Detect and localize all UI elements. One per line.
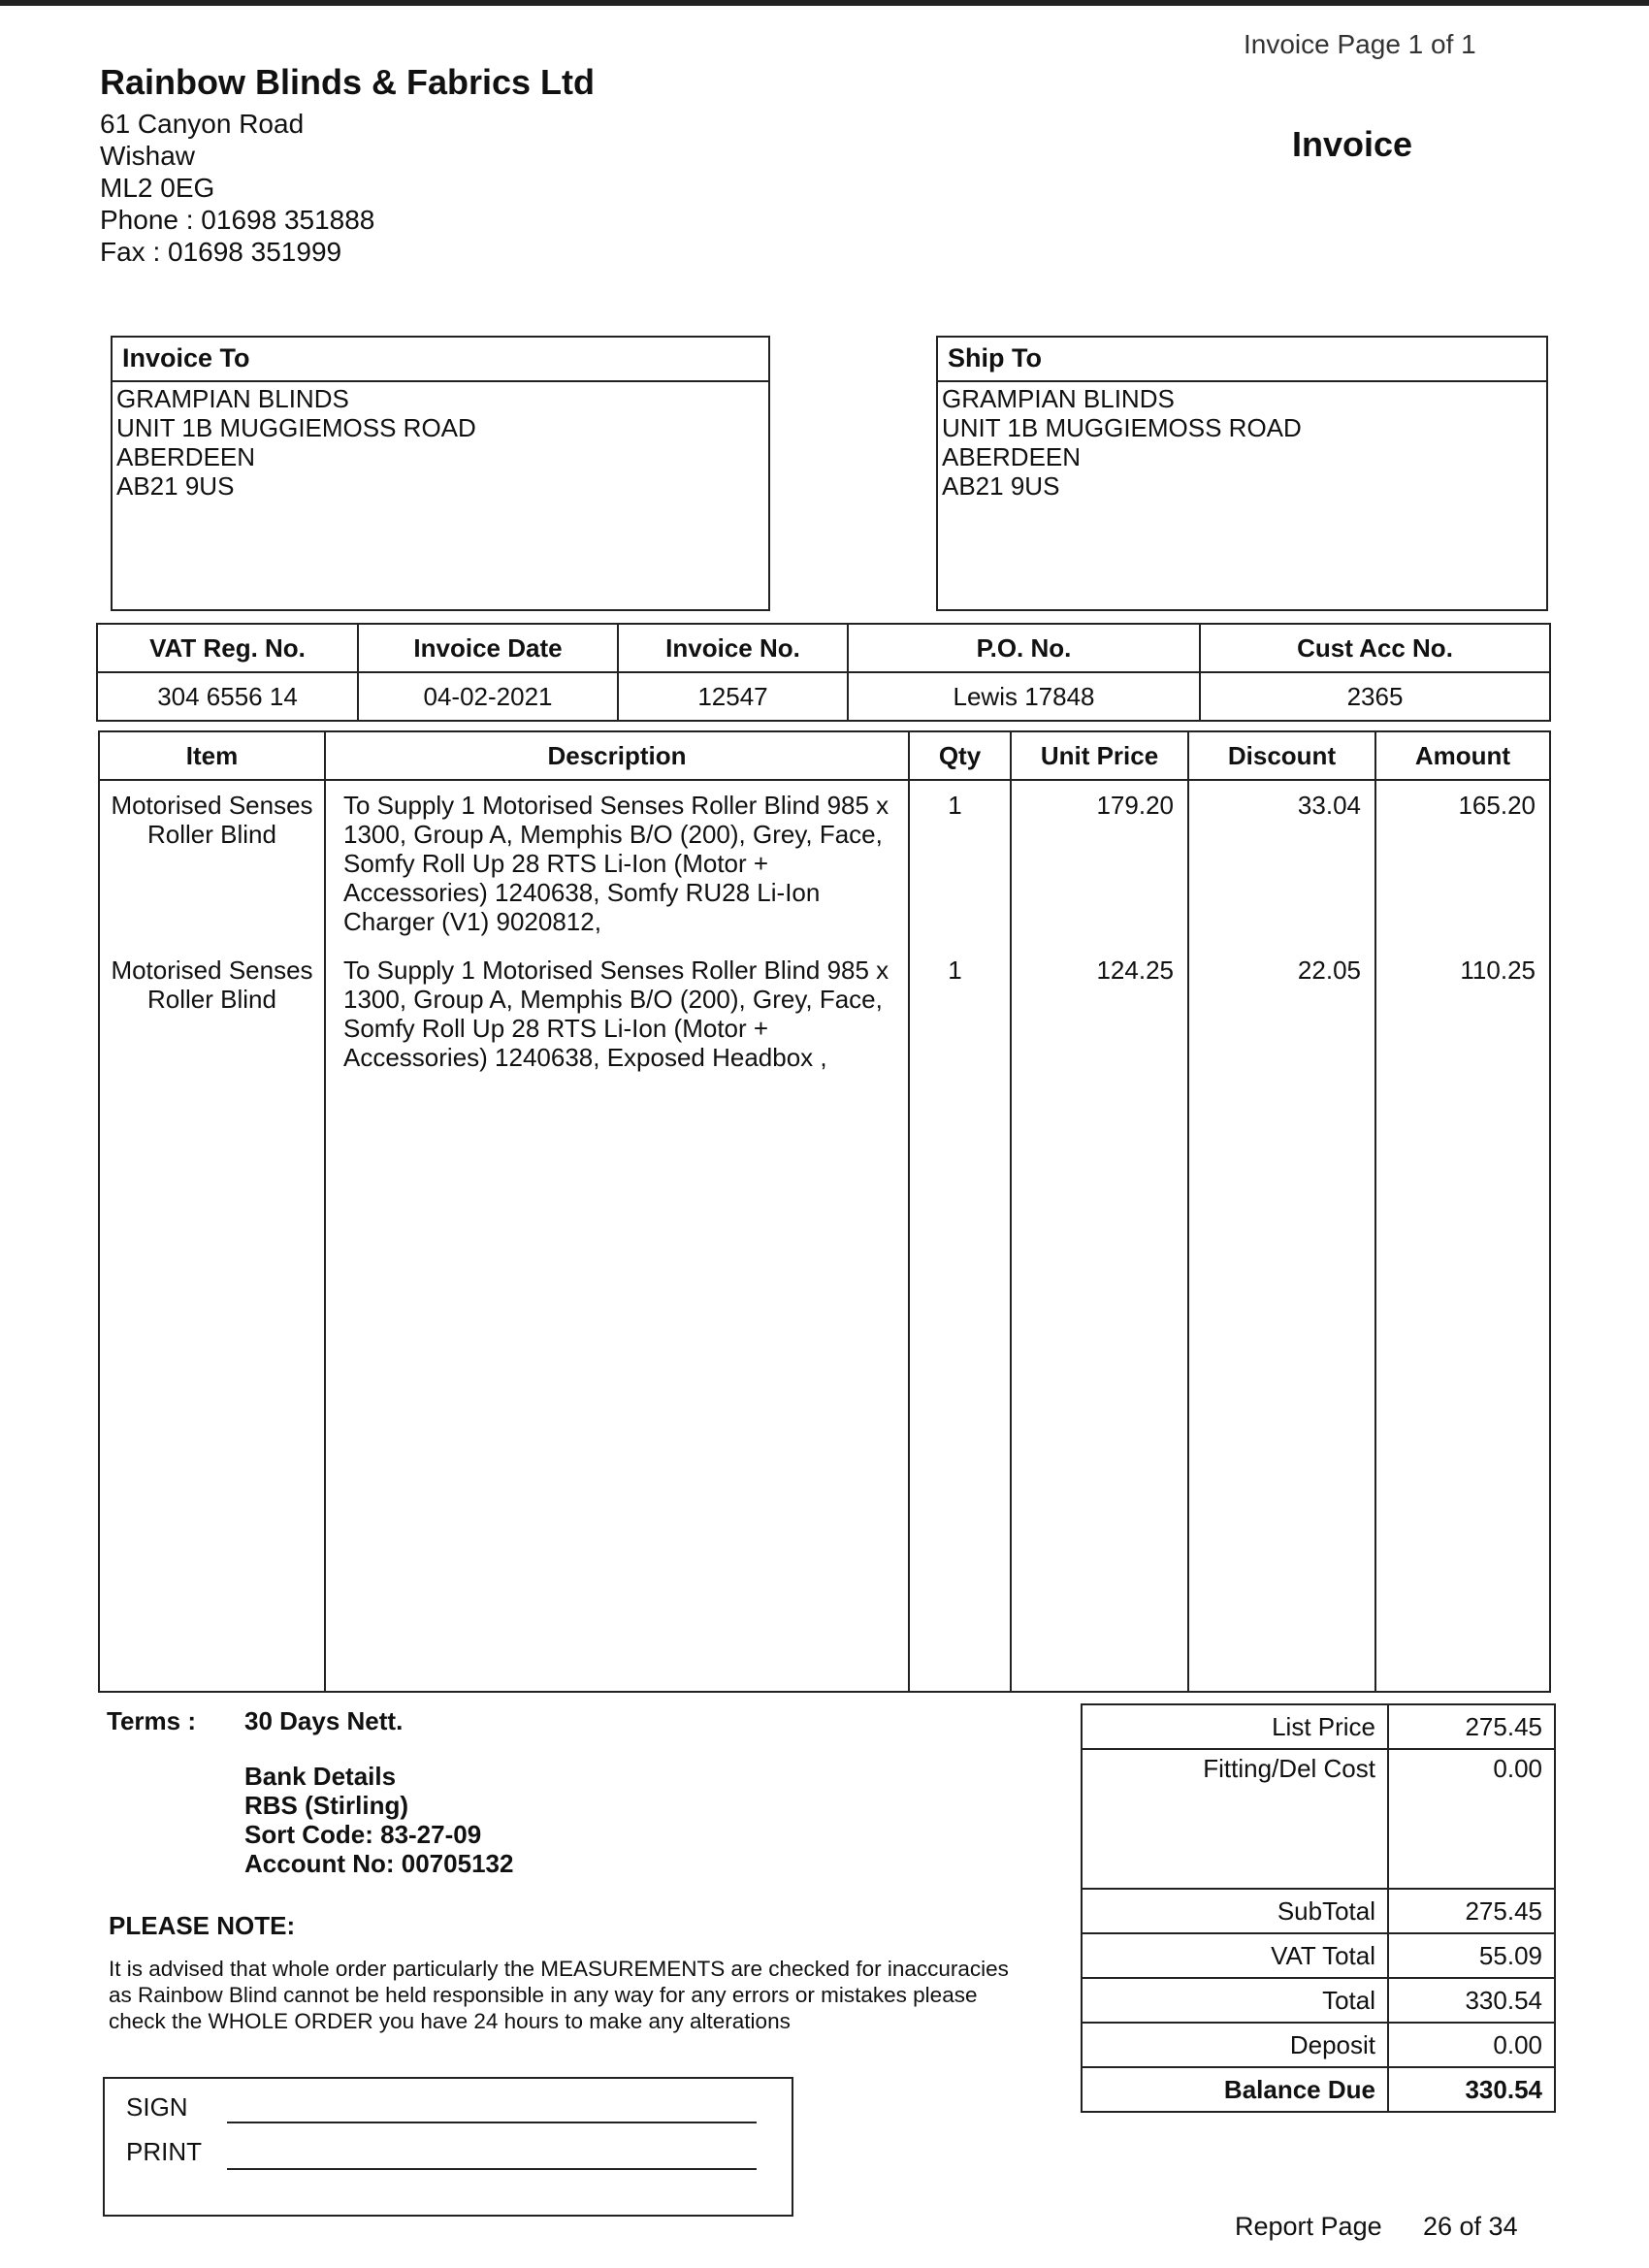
ship-to-label: Ship To — [938, 338, 1546, 382]
line-item-qty: 1 — [948, 956, 962, 985]
report-page-label: Report Page — [1235, 2212, 1382, 2241]
invoice-to-label: Invoice To — [113, 338, 768, 382]
bank-details — [244, 1762, 513, 1878]
company-fax: Fax : 01698 351999 — [100, 237, 342, 267]
subtotal-value: 275.45 — [1388, 1889, 1555, 1933]
line-item-description: To Supply 1 Motorised Senses Roller Blind 985 x 1300, Group A, Memphis B/O (200), Grey, Face, Somfy Roll Up 28 RTS Li-Ion (Motor + Accessories) 1240638, Somfy RU28 Li-Ion Charger (V1) 9020812, — [343, 791, 889, 936]
total-label: Total — [1082, 1978, 1388, 2023]
line-item-name: Motorised Senses Roller Blind — [111, 791, 313, 849]
vat-reg-value: 304 6556 14 — [97, 672, 358, 721]
account-number: Account No: 00705132 — [244, 1849, 514, 1878]
company-address-town: Wishaw — [100, 141, 196, 171]
po-no-header: P.O. No. — [848, 624, 1200, 672]
discount-header: Discount — [1188, 731, 1375, 780]
ship-to-line: GRAMPIAN BLINDS — [942, 384, 1175, 413]
invoice-date-value: 04-02-2021 — [358, 672, 618, 721]
company-address-postcode: ML2 0EG — [100, 173, 215, 203]
sign-line[interactable] — [227, 2122, 757, 2123]
totals-table — [1081, 1703, 1556, 2113]
deposit-label: Deposit — [1082, 2023, 1388, 2067]
note-heading: PLEASE NOTE: — [109, 1911, 296, 1940]
sort-code: Sort Code: 83-27-09 — [244, 1820, 482, 1849]
invoice-to-line: GRAMPIAN BLINDS — [116, 384, 349, 413]
line-item-unit-price: 124.25 — [1096, 956, 1174, 985]
invoice-page-indicator: Invoice Page 1 of 1 — [1244, 29, 1476, 59]
note-text: It is advised that whole order particularly the MEASUREMENTS are checked for inaccuracies as Rainbow Blind cannot be held responsible in any way for any errors or mistakes please check the WHOLE ORDER you have 24 hours to make any alterations — [109, 1957, 1009, 2033]
invoice-to-line: AB21 9US — [116, 471, 235, 501]
invoice-no-value: 12547 — [618, 672, 848, 721]
unit-price-header: Unit Price — [1011, 731, 1188, 780]
line-item-unit-price: 179.20 — [1096, 791, 1174, 820]
invoice-no-header: Invoice No. — [618, 624, 848, 672]
vat-total-value: 55.09 — [1388, 1933, 1555, 1978]
invoice-to-box — [111, 336, 770, 611]
invoice-info-table — [96, 623, 1551, 722]
company-phone: Phone : 01698 351888 — [100, 205, 375, 235]
line-item-discount: 33.04 — [1297, 791, 1361, 820]
line-item-name: Motorised Senses Roller Blind — [111, 956, 313, 1014]
print-line[interactable] — [227, 2168, 757, 2170]
terms-label: Terms : — [107, 1706, 196, 1735]
report-page-number: 26 of 34 — [1423, 2212, 1518, 2241]
company-name: Rainbow Blinds & Fabrics Ltd — [100, 62, 596, 102]
bank-name: RBS (Stirling) — [244, 1791, 408, 1820]
terms-value: 30 Days Nett. — [244, 1706, 404, 1735]
qty-header: Qty — [909, 731, 1011, 780]
total-value: 330.54 — [1388, 1978, 1555, 2023]
fitting-label: Fitting/Del Cost — [1082, 1749, 1388, 1889]
list-price-label: List Price — [1082, 1704, 1388, 1749]
line-item-amount: 165.20 — [1458, 791, 1536, 820]
ship-to-line: UNIT 1B MUGGIEMOSS ROAD — [942, 413, 1302, 442]
cust-acc-value: 2365 — [1200, 672, 1550, 721]
description-header: Description — [325, 731, 909, 780]
scan-top-edge — [0, 0, 1649, 6]
deposit-value: 0.00 — [1388, 2023, 1555, 2067]
ship-to-box — [936, 336, 1548, 611]
vat-reg-header: VAT Reg. No. — [97, 624, 358, 672]
po-no-value: Lewis 17848 — [848, 672, 1200, 721]
print-label: PRINT — [126, 2137, 202, 2166]
ship-to-line: AB21 9US — [942, 471, 1060, 501]
sign-label: SIGN — [126, 2092, 188, 2122]
invoice-date-header: Invoice Date — [358, 624, 618, 672]
items-table — [98, 730, 1551, 1693]
invoice-to-line: ABERDEEN — [116, 442, 256, 471]
list-price-value: 275.45 — [1388, 1704, 1555, 1749]
invoice-to-line: UNIT 1B MUGGIEMOSS ROAD — [116, 413, 476, 442]
balance-due-value: 330.54 — [1388, 2067, 1555, 2112]
line-item-qty: 1 — [948, 791, 962, 820]
document-title: Invoice — [1292, 124, 1413, 164]
line-item-amount: 110.25 — [1460, 956, 1536, 985]
bank-details-heading: Bank Details — [244, 1762, 397, 1791]
fitting-value: 0.00 — [1388, 1749, 1555, 1889]
signature-box — [103, 2077, 793, 2217]
line-item-description: To Supply 1 Motorised Senses Roller Blind 985 x 1300, Group A, Memphis B/O (200), Grey, Face, Somfy Roll Up 28 RTS Li-Ion (Motor + Accessories) 1240638, Exposed Headbox , — [343, 956, 889, 1072]
company-address-street: 61 Canyon Road — [100, 109, 305, 139]
cust-acc-header: Cust Acc No. — [1200, 624, 1550, 672]
vat-total-label: VAT Total — [1082, 1933, 1388, 1978]
subtotal-label: SubTotal — [1082, 1889, 1388, 1933]
balance-due-label: Balance Due — [1082, 2067, 1388, 2112]
item-header: Item — [99, 731, 325, 780]
amount-header: Amount — [1375, 731, 1550, 780]
ship-to-line: ABERDEEN — [942, 442, 1082, 471]
line-item-discount: 22.05 — [1297, 956, 1361, 985]
